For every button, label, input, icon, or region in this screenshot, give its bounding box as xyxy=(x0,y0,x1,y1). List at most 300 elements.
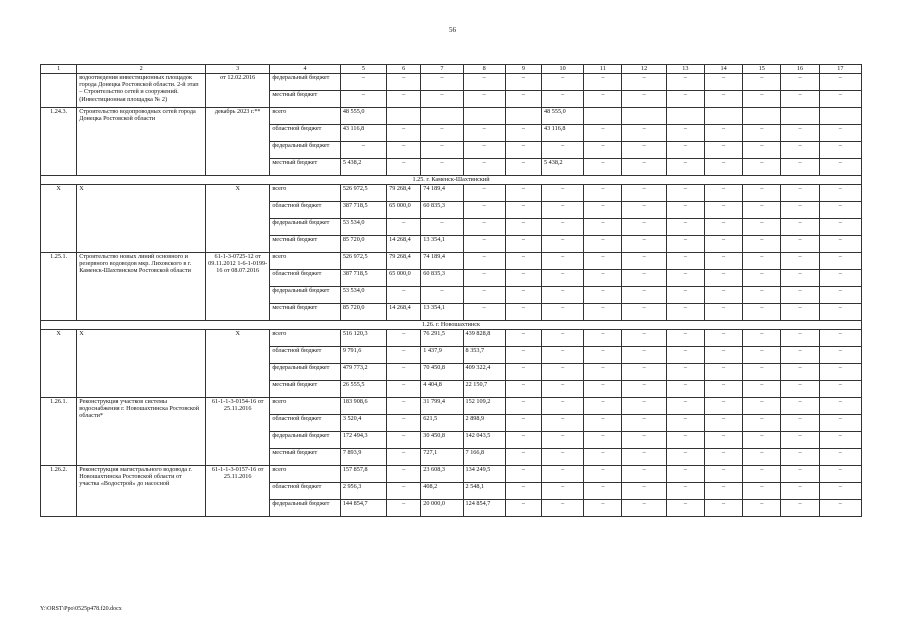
amount-cell: – xyxy=(421,74,463,91)
budget-source-label: областной бюджет xyxy=(270,125,340,142)
amount-cell: – xyxy=(666,449,704,466)
item-document: Х xyxy=(206,185,270,253)
amount-cell: – xyxy=(584,219,622,236)
amount-cell: 387 718,5 xyxy=(340,202,386,219)
amount-cell: – xyxy=(666,159,704,176)
amount-cell: – xyxy=(542,287,584,304)
amount-cell: – xyxy=(542,415,584,432)
amount-cell: – xyxy=(505,347,541,364)
amount-cell: – xyxy=(463,236,505,253)
budget-source-label: местный бюджет xyxy=(270,304,340,321)
amount-cell: – xyxy=(781,364,819,381)
amount-cell: – xyxy=(584,466,622,483)
amount-cell: – xyxy=(505,483,541,500)
budget-source-label: местный бюджет xyxy=(270,236,340,253)
table-row xyxy=(41,398,862,415)
amount-cell: 439 828,8 xyxy=(463,330,505,347)
amount-cell: – xyxy=(819,159,861,176)
amount-cell xyxy=(704,108,742,125)
amount-cell: – xyxy=(819,202,861,219)
amount-cell: – xyxy=(622,483,666,500)
amount-cell: 14 268,4 xyxy=(387,236,421,253)
amount-cell: – xyxy=(505,398,541,415)
table-row xyxy=(41,253,862,270)
amount-cell: – xyxy=(666,364,704,381)
amount-cell: – xyxy=(542,304,584,321)
amount-cell: – xyxy=(743,347,781,364)
amount-cell: – xyxy=(819,364,861,381)
amount-cell: – xyxy=(542,202,584,219)
column-header: 4 xyxy=(270,65,340,74)
budget-table xyxy=(40,64,862,517)
amount-cell: 14 268,4 xyxy=(387,304,421,321)
amount-cell: 387 718,5 xyxy=(340,270,386,287)
amount-cell: – xyxy=(542,142,584,159)
amount-cell: – xyxy=(666,483,704,500)
amount-cell: – xyxy=(584,432,622,449)
amount-cell: 30 450,8 xyxy=(421,432,463,449)
amount-cell: – xyxy=(704,142,742,159)
column-header: 2 xyxy=(77,65,206,74)
amount-cell: – xyxy=(622,91,666,108)
amount-cell: – xyxy=(743,364,781,381)
amount-cell: – xyxy=(463,125,505,142)
amount-cell: – xyxy=(666,142,704,159)
amount-cell: – xyxy=(704,415,742,432)
amount-cell: – xyxy=(505,125,541,142)
amount-cell: – xyxy=(505,432,541,449)
amount-cell: – xyxy=(542,236,584,253)
amount-cell: 142 043,5 xyxy=(463,432,505,449)
amount-cell: – xyxy=(819,432,861,449)
amount-cell: – xyxy=(387,330,421,347)
amount-cell: – xyxy=(622,449,666,466)
budget-source-label: федеральный бюджет xyxy=(270,142,340,159)
amount-cell xyxy=(505,108,541,125)
amount-cell: – xyxy=(584,236,622,253)
amount-cell: – xyxy=(387,159,421,176)
amount-cell: – xyxy=(704,432,742,449)
item-document: декабрь 2023 г.** xyxy=(206,108,270,176)
amount-cell: – xyxy=(505,287,541,304)
amount-cell: – xyxy=(463,159,505,176)
amount-cell xyxy=(387,108,421,125)
amount-cell: 9 791,6 xyxy=(340,347,386,364)
amount-cell: – xyxy=(704,253,742,270)
amount-cell: 74 189,4 xyxy=(421,253,463,270)
amount-cell: – xyxy=(387,398,421,415)
item-number: 1.26.2. xyxy=(41,466,77,517)
budget-source-label: федеральный бюджет xyxy=(270,432,340,449)
column-header: 12 xyxy=(622,65,666,74)
amount-cell: – xyxy=(584,364,622,381)
amount-cell: – xyxy=(819,74,861,91)
amount-cell: – xyxy=(505,74,541,91)
amount-cell: – xyxy=(505,466,541,483)
amount-cell: – xyxy=(340,74,386,91)
amount-cell: – xyxy=(542,466,584,483)
amount-cell: 70 450,8 xyxy=(421,364,463,381)
amount-cell xyxy=(666,108,704,125)
amount-cell: – xyxy=(781,381,819,398)
amount-cell: – xyxy=(542,381,584,398)
item-name: Строительство водопроводных сетей города Донецка Ростовской области xyxy=(77,108,206,176)
amount-cell: 8 353,7 xyxy=(463,347,505,364)
amount-cell: – xyxy=(704,219,742,236)
amount-cell: – xyxy=(622,185,666,202)
amount-cell: – xyxy=(743,236,781,253)
amount-cell: – xyxy=(666,236,704,253)
amount-cell: – xyxy=(781,159,819,176)
amount-cell: 183 908,6 xyxy=(340,398,386,415)
budget-source-label: всего xyxy=(270,330,340,347)
amount-cell: – xyxy=(666,91,704,108)
amount-cell: 76 291,5 xyxy=(421,330,463,347)
amount-cell: – xyxy=(505,219,541,236)
amount-cell: – xyxy=(819,287,861,304)
amount-cell: – xyxy=(387,219,421,236)
amount-cell: 2 548,1 xyxy=(463,483,505,500)
amount-cell: – xyxy=(542,449,584,466)
amount-cell: – xyxy=(584,185,622,202)
amount-cell: – xyxy=(421,142,463,159)
amount-cell: – xyxy=(743,500,781,517)
amount-cell: – xyxy=(743,304,781,321)
amount-cell: – xyxy=(704,483,742,500)
amount-cell: – xyxy=(743,381,781,398)
amount-cell: – xyxy=(743,287,781,304)
amount-cell: – xyxy=(542,270,584,287)
amount-cell: 2 898,9 xyxy=(463,415,505,432)
amount-cell: – xyxy=(704,330,742,347)
amount-cell: – xyxy=(666,202,704,219)
amount-cell: – xyxy=(387,91,421,108)
amount-cell: – xyxy=(819,219,861,236)
amount-cell xyxy=(463,108,505,125)
amount-cell: – xyxy=(542,432,584,449)
amount-cell: 79 268,4 xyxy=(387,185,421,202)
amount-cell: – xyxy=(505,364,541,381)
amount-cell: – xyxy=(781,236,819,253)
amount-cell: – xyxy=(542,347,584,364)
item-number: 1.25.1. xyxy=(41,253,77,321)
amount-cell: – xyxy=(743,415,781,432)
budget-source-label: областной бюджет xyxy=(270,202,340,219)
amount-cell: – xyxy=(781,74,819,91)
amount-cell: 4 404,8 xyxy=(421,381,463,398)
amount-cell: – xyxy=(743,74,781,91)
amount-cell: – xyxy=(505,202,541,219)
amount-cell: – xyxy=(666,287,704,304)
amount-cell: – xyxy=(505,330,541,347)
amount-cell: – xyxy=(542,364,584,381)
amount-cell: – xyxy=(505,500,541,517)
section-row xyxy=(41,321,862,330)
amount-cell: – xyxy=(622,330,666,347)
amount-cell: – xyxy=(505,449,541,466)
amount-cell: – xyxy=(463,91,505,108)
amount-cell: – xyxy=(622,432,666,449)
amount-cell: – xyxy=(704,236,742,253)
amount-cell: – xyxy=(704,449,742,466)
table-row xyxy=(41,74,862,91)
amount-cell: – xyxy=(704,304,742,321)
amount-cell: 5 438,2 xyxy=(340,159,386,176)
amount-cell: – xyxy=(622,142,666,159)
amount-cell: – xyxy=(584,287,622,304)
amount-cell: – xyxy=(781,500,819,517)
budget-source-label: областной бюджет xyxy=(270,483,340,500)
amount-cell: – xyxy=(743,398,781,415)
amount-cell: – xyxy=(387,415,421,432)
amount-cell: 23 608,3 xyxy=(421,466,463,483)
amount-cell: – xyxy=(505,91,541,108)
amount-cell: – xyxy=(819,415,861,432)
amount-cell: – xyxy=(704,287,742,304)
budget-source-label: областной бюджет xyxy=(270,347,340,364)
amount-cell: 60 835,3 xyxy=(421,202,463,219)
amount-cell: – xyxy=(542,219,584,236)
amount-cell: 3 520,4 xyxy=(340,415,386,432)
amount-cell: – xyxy=(704,398,742,415)
amount-cell: – xyxy=(743,202,781,219)
budget-source-label: федеральный бюджет xyxy=(270,287,340,304)
amount-cell: – xyxy=(704,270,742,287)
amount-cell: – xyxy=(743,483,781,500)
amount-cell: – xyxy=(584,415,622,432)
amount-cell: – xyxy=(622,236,666,253)
budget-source-label: федеральный бюджет xyxy=(270,364,340,381)
amount-cell: 60 835,3 xyxy=(421,270,463,287)
amount-cell: 7 893,9 xyxy=(340,449,386,466)
amount-cell: – xyxy=(704,202,742,219)
table-row xyxy=(41,466,862,483)
item-number xyxy=(41,74,77,108)
amount-cell: – xyxy=(666,125,704,142)
budget-source-label: всего xyxy=(270,185,340,202)
amount-cell: – xyxy=(622,500,666,517)
amount-cell: – xyxy=(622,381,666,398)
amount-cell: – xyxy=(584,91,622,108)
amount-cell xyxy=(781,108,819,125)
item-number: Х xyxy=(41,330,77,398)
item-document: Х xyxy=(206,330,270,398)
amount-cell: – xyxy=(819,253,861,270)
amount-cell: – xyxy=(421,287,463,304)
amount-cell: – xyxy=(781,270,819,287)
amount-cell: – xyxy=(704,466,742,483)
amount-cell xyxy=(743,108,781,125)
file-path-footer: Y:\ORST\Ppo\0525p478.f20.docx xyxy=(40,606,122,612)
amount-cell: – xyxy=(387,432,421,449)
column-header: 13 xyxy=(666,65,704,74)
item-document: 61-1-1-3-0157-16 от 25.11.2016 xyxy=(206,466,270,517)
amount-cell: – xyxy=(819,236,861,253)
amount-cell: – xyxy=(505,142,541,159)
amount-cell: 65 000,0 xyxy=(387,270,421,287)
budget-source-label: всего xyxy=(270,398,340,415)
amount-cell: – xyxy=(463,74,505,91)
amount-cell: – xyxy=(505,236,541,253)
amount-cell: 22 150,7 xyxy=(463,381,505,398)
budget-source-label: местный бюджет xyxy=(270,159,340,176)
amount-cell: 408,2 xyxy=(421,483,463,500)
amount-cell: – xyxy=(387,500,421,517)
amount-cell: – xyxy=(584,398,622,415)
amount-cell: – xyxy=(781,449,819,466)
amount-cell xyxy=(421,108,463,125)
amount-cell: – xyxy=(781,142,819,159)
amount-cell: – xyxy=(819,449,861,466)
amount-cell: 516 120,3 xyxy=(340,330,386,347)
amount-cell: – xyxy=(584,202,622,219)
amount-cell: – xyxy=(666,304,704,321)
amount-cell: – xyxy=(819,483,861,500)
budget-source-label: областной бюджет xyxy=(270,415,340,432)
amount-cell: – xyxy=(666,415,704,432)
column-header: 7 xyxy=(421,65,463,74)
amount-cell: – xyxy=(387,483,421,500)
item-name: Реконструкция участков системы водоснабжения г. Новошахтинска Ростовской области* xyxy=(77,398,206,466)
amount-cell: – xyxy=(505,270,541,287)
item-name: водоотведения инвестиционных площадок города Донецка Ростовской области. 2-й этап – Строительство сетей и сооружений. (Инвестиционная площадка № 2) xyxy=(77,74,206,108)
item-number: 1.24.3. xyxy=(41,108,77,176)
amount-cell: 152 109,2 xyxy=(463,398,505,415)
amount-cell: – xyxy=(781,202,819,219)
amount-cell: 526 972,5 xyxy=(340,253,386,270)
amount-cell: 85 720,0 xyxy=(340,304,386,321)
column-header: 3 xyxy=(206,65,270,74)
amount-cell: – xyxy=(622,347,666,364)
amount-cell: – xyxy=(622,398,666,415)
amount-cell: – xyxy=(622,253,666,270)
amount-cell: – xyxy=(463,270,505,287)
amount-cell: – xyxy=(781,219,819,236)
amount-cell: 13 354,1 xyxy=(421,304,463,321)
amount-cell: – xyxy=(666,219,704,236)
amount-cell: – xyxy=(463,219,505,236)
page-number: 56 xyxy=(449,26,456,34)
section-row xyxy=(41,176,862,185)
amount-cell: – xyxy=(781,432,819,449)
amount-cell: – xyxy=(743,91,781,108)
amount-cell: – xyxy=(666,330,704,347)
amount-cell: 409 322,4 xyxy=(463,364,505,381)
amount-cell: – xyxy=(704,185,742,202)
amount-cell: 144 854,7 xyxy=(340,500,386,517)
amount-cell: – xyxy=(781,347,819,364)
amount-cell: – xyxy=(743,449,781,466)
amount-cell: – xyxy=(704,125,742,142)
amount-cell: – xyxy=(421,125,463,142)
budget-source-label: федеральный бюджет xyxy=(270,500,340,517)
amount-cell: – xyxy=(505,185,541,202)
amount-cell: – xyxy=(622,125,666,142)
column-header: 10 xyxy=(542,65,584,74)
amount-cell: – xyxy=(743,253,781,270)
column-header: 9 xyxy=(505,65,541,74)
item-document: 61-1-1-3-0154-16 от 25.11.2016 xyxy=(206,398,270,466)
amount-cell: – xyxy=(542,483,584,500)
amount-cell: – xyxy=(819,381,861,398)
amount-cell: – xyxy=(781,91,819,108)
budget-source-label: местный бюджет xyxy=(270,449,340,466)
amount-cell: – xyxy=(666,270,704,287)
amount-cell: 621,5 xyxy=(421,415,463,432)
amount-cell: – xyxy=(781,125,819,142)
amount-cell: – xyxy=(584,449,622,466)
amount-cell: – xyxy=(622,304,666,321)
amount-cell: 85 720,0 xyxy=(340,236,386,253)
amount-cell: – xyxy=(622,415,666,432)
amount-cell: – xyxy=(781,415,819,432)
amount-cell: – xyxy=(622,364,666,381)
amount-cell: – xyxy=(819,330,861,347)
amount-cell: – xyxy=(463,253,505,270)
amount-cell: 124 854,7 xyxy=(463,500,505,517)
budget-source-label: областной бюджет xyxy=(270,270,340,287)
amount-cell: – xyxy=(819,500,861,517)
amount-cell: – xyxy=(387,74,421,91)
amount-cell: – xyxy=(387,381,421,398)
amount-cell: – xyxy=(781,466,819,483)
amount-cell: – xyxy=(505,415,541,432)
amount-cell: – xyxy=(819,91,861,108)
column-header: 11 xyxy=(584,65,622,74)
amount-cell: – xyxy=(505,304,541,321)
column-header: 17 xyxy=(819,65,861,74)
amount-cell: – xyxy=(819,142,861,159)
amount-cell: – xyxy=(781,330,819,347)
table-row xyxy=(41,185,862,202)
amount-cell: – xyxy=(819,398,861,415)
item-name: Х xyxy=(77,185,206,253)
amount-cell: – xyxy=(584,304,622,321)
item-name: Реконструкция магистрального водовода г. Новошахтинска Ростовской области от участка «Водострой» до насосной xyxy=(77,466,206,517)
amount-cell: – xyxy=(584,270,622,287)
amount-cell: – xyxy=(463,304,505,321)
amount-cell: 65 000,0 xyxy=(387,202,421,219)
amount-cell: – xyxy=(819,466,861,483)
column-header: 16 xyxy=(781,65,819,74)
amount-cell: – xyxy=(340,91,386,108)
amount-cell: – xyxy=(542,74,584,91)
amount-cell xyxy=(819,108,861,125)
amount-cell: 134 249,5 xyxy=(463,466,505,483)
amount-cell: 479 773,2 xyxy=(340,364,386,381)
amount-cell: – xyxy=(743,432,781,449)
amount-cell: – xyxy=(666,432,704,449)
amount-cell: – xyxy=(666,398,704,415)
amount-cell: – xyxy=(743,142,781,159)
amount-cell: 53 534,0 xyxy=(340,219,386,236)
amount-cell: – xyxy=(743,270,781,287)
header-row xyxy=(41,65,862,74)
amount-cell: – xyxy=(505,253,541,270)
table-row xyxy=(41,330,862,347)
amount-cell: – xyxy=(463,142,505,159)
amount-cell: – xyxy=(704,74,742,91)
amount-cell: – xyxy=(542,91,584,108)
amount-cell: – xyxy=(704,91,742,108)
amount-cell: – xyxy=(584,500,622,517)
amount-cell: – xyxy=(463,185,505,202)
amount-cell: 48 555,0 xyxy=(542,108,584,125)
amount-cell: 13 354,1 xyxy=(421,236,463,253)
item-name: Х xyxy=(77,330,206,398)
item-number: Х xyxy=(41,185,77,253)
budget-source-label: местный бюджет xyxy=(270,381,340,398)
